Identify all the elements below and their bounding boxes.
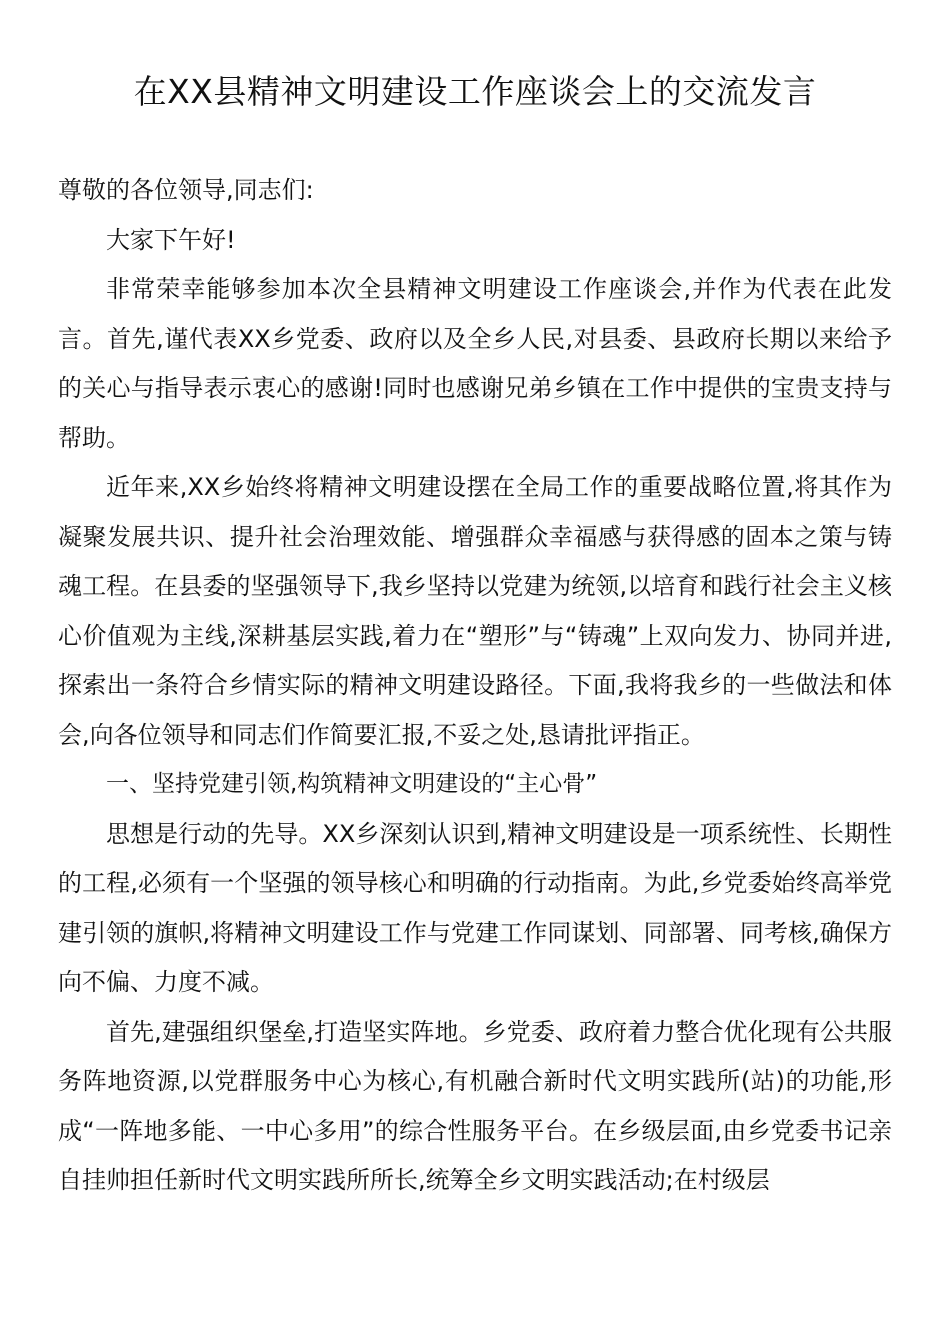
document-body <box>58 166 892 1206</box>
salutation: 尊敬的各位领导,同志们: <box>58 176 314 204</box>
section-paragraph: 思想是行动的先导。XX乡深刻认识到,精神文明建设是一项系统性、长期性的工程,必须有一个坚强的领导核心和明确的行动指南。为此,乡党委始终高举党建引领的旗帜,将精神文明建设工作与党建工作同谋划、同部署、同考核,确保方向不偏、力度不减。 <box>58 819 892 996</box>
section-heading: 一、坚持党建引领,构筑精神文明建设的“主心骨” <box>106 771 598 797</box>
intro-paragraph: 非常荣幸能够参加本次全县精神文明建设工作座谈会,并作为代表在此发言。首先,谨代表XX乡党委、政府以及全乡人民,对县委、县政府长期以来给予的关心与指导表示衷心的感谢!同时也感谢兄弟乡镇在工作中提供的宝贵支持与帮助。 <box>58 275 892 452</box>
greeting: 大家下午好! <box>106 225 236 254</box>
document-title: 在XX县精神文明建设工作座谈会上的交流发言 <box>133 72 817 111</box>
section-paragraph: 首先,建强组织堡垒,打造坚实阵地。乡党委、政府着力整合优化现有公共服务阵地资源,以党群服务中心为核心,有机融合新时代文明实践所(站)的功能,形成“一阵地多能、一中心多用”的综合性服务平台。在乡级层面,由乡党委书记亲自挂帅担任新时代文明实践所所长,统筹全乡文明实践活动;在村级层 <box>58 1017 892 1194</box>
overview-paragraph: 近年来,XX乡始终将精神文明建设摆在全局工作的重要战略位置,将其作为凝聚发展共识、提升社会治理效能、增强群众幸福感与获得感的固本之策与铸魂工程。在县委的坚强领导下,我乡坚持以党建为统领,以培育和践行社会主义核心价值观为主线,深耕基层实践,着力在“塑形”与“铸魂”上双向发力、协同并进,探索出一条符合乡情实际的精神文明建设路径。下面,我将我乡的一些做法和体会,向各位领导和同志们作简要汇报,不妥之处,恳请批评指正。 <box>58 473 892 749</box>
